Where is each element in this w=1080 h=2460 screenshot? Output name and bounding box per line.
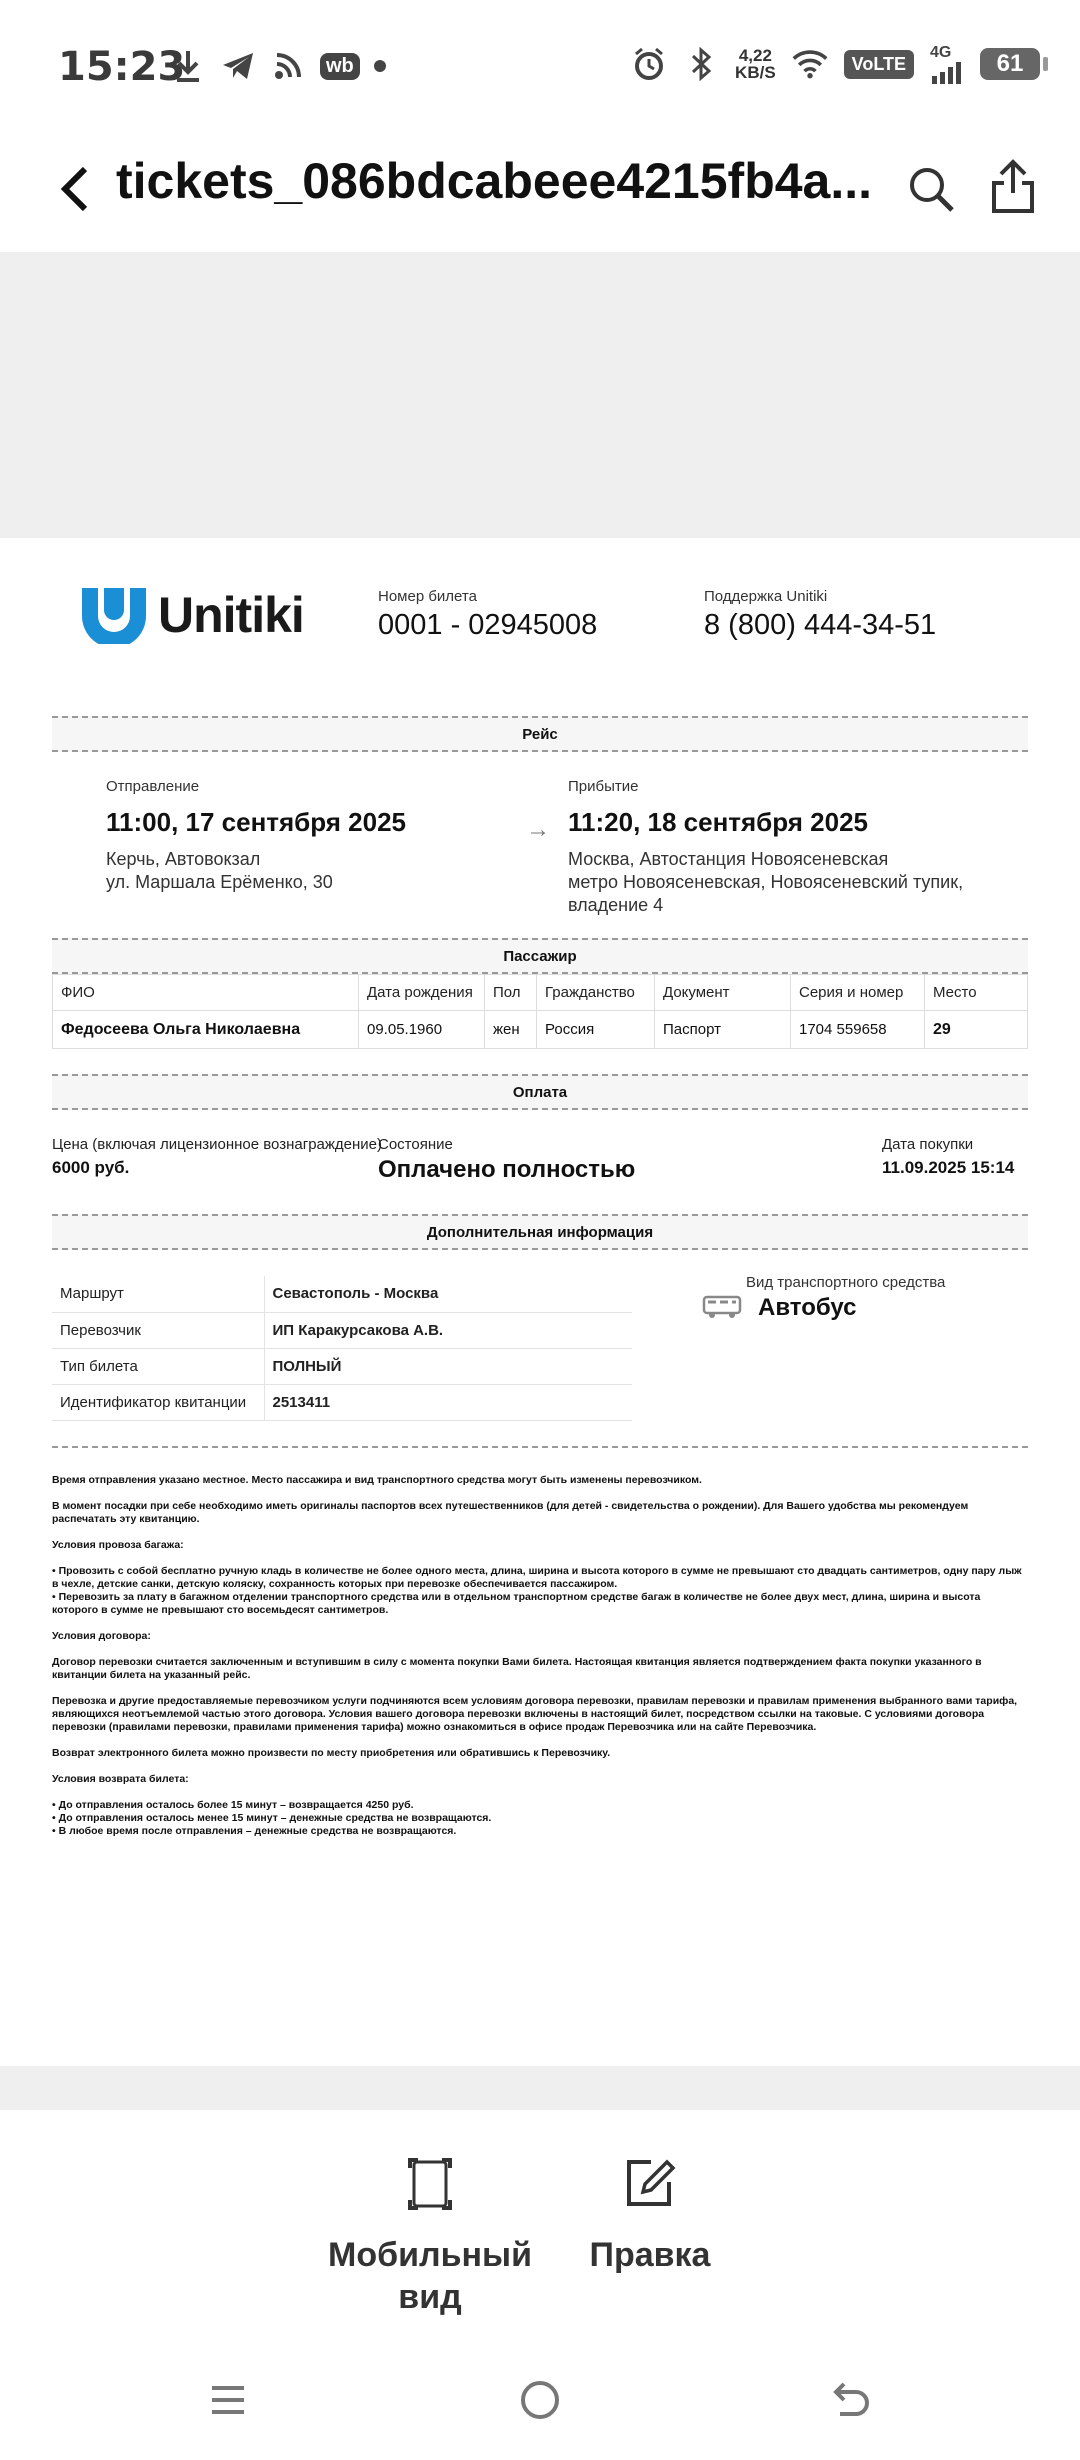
status-time: 15:23 (58, 44, 186, 90)
search-icon (906, 164, 956, 214)
baggage-item: • Перевозить за плату в багажном отделении транспортного средства или в отдельном транспортном средстве багаж в количестве не более двух мест, длина, ширина и высота которого в сумме не превышают сто восемьдесят сантиметров. (52, 1591, 981, 1616)
terms-paragraph: Время отправления указано местное. Место пассажира и вид транспортного средства могут быть изменены перевозчиком. (52, 1474, 702, 1486)
ticket-document (0, 538, 1080, 2066)
arrival-datetime: 11:20, 18 сентября 2025 (568, 807, 869, 837)
table-row (53, 1011, 1028, 1049)
back-button[interactable] (44, 154, 104, 224)
bluetooth-icon (683, 46, 719, 82)
baggage-item: • Провозить с собой бесплатно ручную кладь в количестве не более одного места, длина, ширина и высота которого в сумме не превышают сто двадцать сантиметров, одну пару лыж в чехле, детские санки, детскую коляску, сохранность которых при перевозке обеспечивается пассажиром. (52, 1565, 1022, 1590)
bus-icon (702, 1294, 742, 1325)
terms-paragraph: В момент посадки при себе необходимо иметь оригиналы паспортов всех путешественников (для детей - свидетельства о рождении). Для Вашего удобства мы рекомендуем распечатать эту квитанцию. (52, 1500, 969, 1525)
edit-icon (623, 2156, 677, 2212)
table-row (52, 1276, 632, 1312)
refund-item: • В любое время после отправления – денежные средства не возвращаются. (52, 1825, 457, 1837)
passenger-sex: жен (485, 1011, 537, 1049)
terms-paragraph: Договор перевозки считается заключенным и вступившим в силу с момента покупки Вами билета. Настоящая квитанция является подтверждением факта покупки указанного в квитанции билета на указанный рейс. (52, 1656, 982, 1681)
vehicle-type: Автобус (758, 1294, 857, 1321)
system-back-button[interactable] (812, 2370, 892, 2430)
passenger-birthdate: 09.05.1960 (359, 1011, 485, 1049)
battery-icon: 61 (980, 48, 1040, 80)
telegram-icon (220, 48, 256, 84)
info-key: Маршрут (52, 1276, 264, 1312)
unitiki-logo-icon (80, 586, 148, 644)
info-key: Тип билета (52, 1348, 264, 1384)
col-header: Место (925, 975, 1028, 1011)
departure-block (106, 778, 526, 894)
bottom-action-bar (0, 2110, 1080, 2340)
mobile-view-label: Мобильный вид (328, 2236, 532, 2316)
passenger-table (52, 974, 1028, 1049)
info-key: Перевозчик (52, 1312, 264, 1348)
ticket-number-block (378, 588, 597, 642)
share-button[interactable] (978, 150, 1048, 224)
arrival-block (568, 778, 1008, 917)
mobile-view-icon (406, 2156, 454, 2212)
passenger-document-number: 1704 559658 (791, 1011, 925, 1049)
recent-apps-button[interactable] (188, 2370, 268, 2430)
divider (52, 1446, 1028, 1448)
passenger-citizenship: Россия (537, 1011, 655, 1049)
vehicle-type-label: Вид транспортного средства (746, 1274, 946, 1291)
support-label: Поддержка Unitiki (704, 588, 828, 605)
col-header: Пол (485, 975, 537, 1011)
volte-badge: VoLTE (844, 50, 914, 79)
document-top-margin (0, 252, 1080, 538)
price-label: Цена (включая лицензионное вознаграждение) (52, 1136, 383, 1153)
payment-state: Оплачено полностью (378, 1156, 636, 1183)
edit-button[interactable] (560, 2156, 740, 2276)
info-value: 2513411 (264, 1384, 632, 1420)
app-bar (0, 130, 1080, 250)
col-header: Гражданство (537, 975, 655, 1011)
table-row (52, 1384, 632, 1420)
document-title: tickets_086bdcabeee4215fb4a... (116, 153, 873, 209)
signal-icon: 4G (930, 44, 964, 84)
back-arrow-icon (57, 165, 91, 213)
terms-paragraph: Перевозка и другие предоставляемые перевозчиком услуги подчиняются всем условиям договора перевозки, правилам перевозки и правилам применения выбранного вами тарифа, являющихся неотъемлемой частью этого договора. Условия вашего договора перевозки включены в настоящий билет, посредством ссылки на таковые. С условиями договора перевозки (правилами перевозки, правилами применения тарифа) можно ознакомиться в офисе продаж Перевозчика или на сайте Перевозчика. (52, 1695, 1018, 1733)
home-button[interactable] (500, 2370, 580, 2430)
wifi-icon (792, 46, 828, 82)
network-speed: 4,22 KB/S (735, 46, 776, 82)
info-value: Севастополь - Москва (264, 1276, 632, 1312)
baggage-title: Условия провоза багажа: (52, 1539, 184, 1551)
passenger-document: Паспорт (655, 1011, 791, 1049)
departure-place: Керчь, Автовокзал ул. Маршала Ерёменко, 30 (106, 849, 333, 892)
price-value: 6000 руб. (52, 1158, 130, 1177)
share-icon (990, 159, 1036, 215)
col-header: Документ (655, 975, 791, 1011)
col-header: Дата рождения (359, 975, 485, 1011)
refund-title: Условия возврата билета: (52, 1773, 189, 1785)
menu-lines-icon (208, 2380, 248, 2420)
table-row (52, 1312, 632, 1348)
status-notification-icons (170, 48, 386, 84)
unitiki-logo-text: Unitiki (158, 587, 304, 643)
purchase-date-label: Дата покупки (882, 1136, 974, 1153)
section-passenger: Пассажир (52, 938, 1028, 974)
edit-label: Правка (589, 2236, 711, 2274)
more-notifications-dot-icon (374, 60, 386, 72)
section-payment: Оплата (52, 1074, 1028, 1110)
refund-item: • До отправления осталось менее 15 минут – денежные средства не возвращаются. (52, 1812, 492, 1824)
alarm-icon (631, 46, 667, 82)
departure-label: Отправление (106, 778, 200, 795)
passenger-table-header (53, 975, 1028, 1011)
download-icon (170, 48, 206, 84)
arrow-right-icon: → (526, 816, 550, 843)
arrival-label: Прибытие (568, 778, 639, 795)
col-header: Серия и номер (791, 975, 925, 1011)
purchase-date: 11.09.2025 15:14 (882, 1158, 1015, 1177)
back-return-icon (830, 2378, 874, 2422)
document-bottom-margin (0, 2066, 1080, 2110)
passenger-seat: 29 (925, 1011, 1028, 1049)
payment-state-label: Состояние (378, 1136, 453, 1153)
passenger-name: Федосеева Ольга Николаевна (53, 1011, 359, 1049)
departure-datetime: 11:00, 17 сентября 2025 (106, 807, 407, 837)
refund-item: • До отправления осталось более 15 минут – возвращается 4250 руб. (52, 1799, 414, 1811)
info-value: ПОЛНЫЙ (264, 1348, 632, 1384)
support-block (704, 588, 936, 642)
home-circle-icon (518, 2378, 562, 2422)
ticket-number: 0001 - 02945008 (378, 609, 598, 641)
ticket-number-label: Номер билета (378, 588, 477, 605)
ticket-terms (52, 1474, 1028, 1838)
mobile-view-button[interactable] (300, 2156, 560, 2318)
system-navigation-bar (0, 2340, 1080, 2460)
arrival-place: Москва, Автостанция Новоясеневская метро Новоясеневская, Новоясеневский тупик, владение 4 (568, 849, 964, 915)
refund-note: Возврат электронного билета можно произвести по месту приобретения или обратившись к Перевозчику. (52, 1747, 611, 1759)
col-header: ФИО (53, 975, 359, 1011)
table-row (52, 1348, 632, 1384)
status-system-icons (631, 44, 1040, 84)
support-phone[interactable]: 8 (800) 444-34-51 (704, 609, 937, 641)
info-value: ИП Каракурсакова А.В. (264, 1312, 632, 1348)
wb-app-icon: wb (320, 53, 360, 80)
section-extra-info: Дополнительная информация (52, 1214, 1028, 1250)
search-button[interactable] (896, 154, 966, 224)
extra-info-table (52, 1276, 632, 1421)
unitiki-logo (80, 586, 304, 644)
status-bar (0, 0, 1080, 130)
rss-icon (270, 48, 306, 84)
section-trip: Рейс (52, 716, 1028, 752)
contract-title: Условия договора: (52, 1630, 151, 1642)
info-key: Идентификатор квитанции (52, 1384, 264, 1420)
